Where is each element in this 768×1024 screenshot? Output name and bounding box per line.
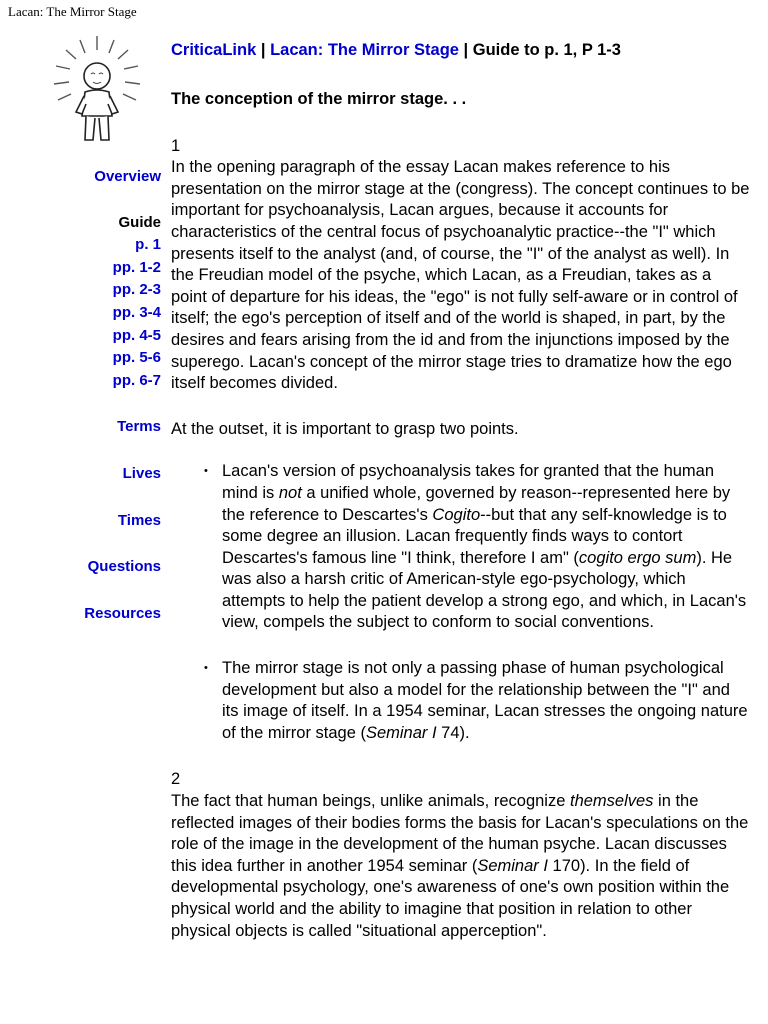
sidebar-link-resources[interactable]: Resources <box>84 604 161 622</box>
para-text: The fact that human beings, unlike animals, recognize <box>171 792 570 811</box>
list-emphasis: not <box>278 483 302 502</box>
body-paragraph <box>171 791 751 942</box>
para-emphasis: themselves <box>569 792 654 811</box>
list-text: ). He was also a harsh critic of American-style ego-psychology, which attempts to help the patient develop a strong ego, and which, in Lacan's view, compels the subject to conform to social conventions. <box>222 548 747 632</box>
sidebar-guide-label: Guide <box>118 213 161 231</box>
para-text: 170). In the field of developmental psychology, one's awareness of one's own position within the physical world and the ability to imagine that position in relation to other physical objects is called "situational apperception". <box>171 856 730 940</box>
paragraph-number: 2 <box>171 770 181 789</box>
sidebar-link-lives[interactable]: Lives <box>122 464 161 482</box>
sidebar-link-guide-pp2-3[interactable]: pp. 2-3 <box>112 281 161 299</box>
para-emphasis: Seminar I <box>477 856 548 875</box>
list-item <box>204 461 751 634</box>
list-text: Lacan's version of psychoanalysis takes for granted that the human mind is <box>222 462 715 502</box>
para-text: in the reflected images of their bodies forms the basis for Lacan's speculations on the role of the image in the development of the human psyche. Lacan discusses this idea further in another 1954 seminar ( <box>171 792 749 875</box>
thinking-figure-logo <box>52 34 142 146</box>
criticalink-link[interactable]: CriticaLink <box>171 41 257 59</box>
body-paragraph: In the opening paragraph of the essay Lacan makes reference to his presentation on the mirror stage at the (congress). The concept continues to be important for psychoanalysis, Lacan argues, because it accounts for characteristics of the central focus of psychoanalytic practice--the "I" which presents itself to the analyst (and, of course, the "I" of the analyst as well). In the Freudian model of the psyche, which Lacan, as a Freudian, takes as a point of departure for his ideas, the "ego" is not fully self-aware or in control of itself; the ego's perception of itself and of the world is shaped, in part, by the desires and fears arising from the id and from the injunctions imposed by the superego. Lacan's concept of the mirror stage tries to dramatize how the ego itself becomes divided. <box>171 158 750 393</box>
list-emphasis: cogito ergo sum <box>578 548 697 567</box>
list-item <box>204 658 751 744</box>
sidebar-nav <box>0 166 161 625</box>
main-content <box>171 38 751 942</box>
sidebar-link-times[interactable]: Times <box>117 511 161 529</box>
list-text: --but that any self-knowledge is to some degree an illusion. Lacan frequently finds ways to contort Descartes's famous line "I think, therefore I am" ( <box>222 505 727 567</box>
sidebar-link-overview[interactable]: Overview <box>94 168 161 185</box>
sidebar-link-questions[interactable]: Questions <box>87 558 161 576</box>
sidebar-link-guide-pp4-5[interactable]: pp. 4-5 <box>112 326 161 344</box>
sidebar-link-guide-p1[interactable]: p. 1 <box>135 236 161 254</box>
section-heading: The conception of the mirror stage. . . <box>171 90 467 108</box>
bullet-icon: • <box>204 662 208 675</box>
page-header <box>171 38 751 62</box>
list-emphasis: Seminar I <box>365 723 437 742</box>
paragraph-number: 1 <box>171 136 181 155</box>
sidebar-link-guide-pp5-6[interactable]: pp. 5-6 <box>112 349 161 367</box>
sidebar-link-guide-pp1-2[interactable]: pp. 1-2 <box>112 258 161 276</box>
sidebar-link-guide-pp3-4[interactable]: pp. 3-4 <box>112 303 161 321</box>
header-separator: | <box>458 41 473 59</box>
list-emphasis: Cogito <box>432 505 481 524</box>
bullet-icon: • <box>204 465 208 478</box>
sidebar-link-terms[interactable]: Terms <box>117 418 161 436</box>
browser-page-title: Lacan: The Mirror Stage <box>8 4 137 19</box>
header-guide-title: Guide to p. 1, P 1-3 <box>472 41 621 59</box>
mirror-stage-link[interactable]: Lacan: The Mirror Stage <box>270 41 459 59</box>
key-points-list <box>171 461 751 744</box>
list-text: The mirror stage is not only a passing phase of human psychological development but also a model for the relationship between the "I" and its image of itself. In a 1954 seminar, Lacan stresses the ongoing nature of the mirror stage ( <box>222 659 748 742</box>
list-text: 74). <box>436 723 470 742</box>
list-text: a unified whole, governed by reason--represented here by the reference to Descartes's <box>222 483 731 524</box>
header-separator: | <box>256 41 271 59</box>
body-paragraph: At the outset, it is important to grasp two points. <box>171 419 519 438</box>
sidebar-link-guide-pp6-7[interactable]: pp. 6-7 <box>112 371 161 389</box>
